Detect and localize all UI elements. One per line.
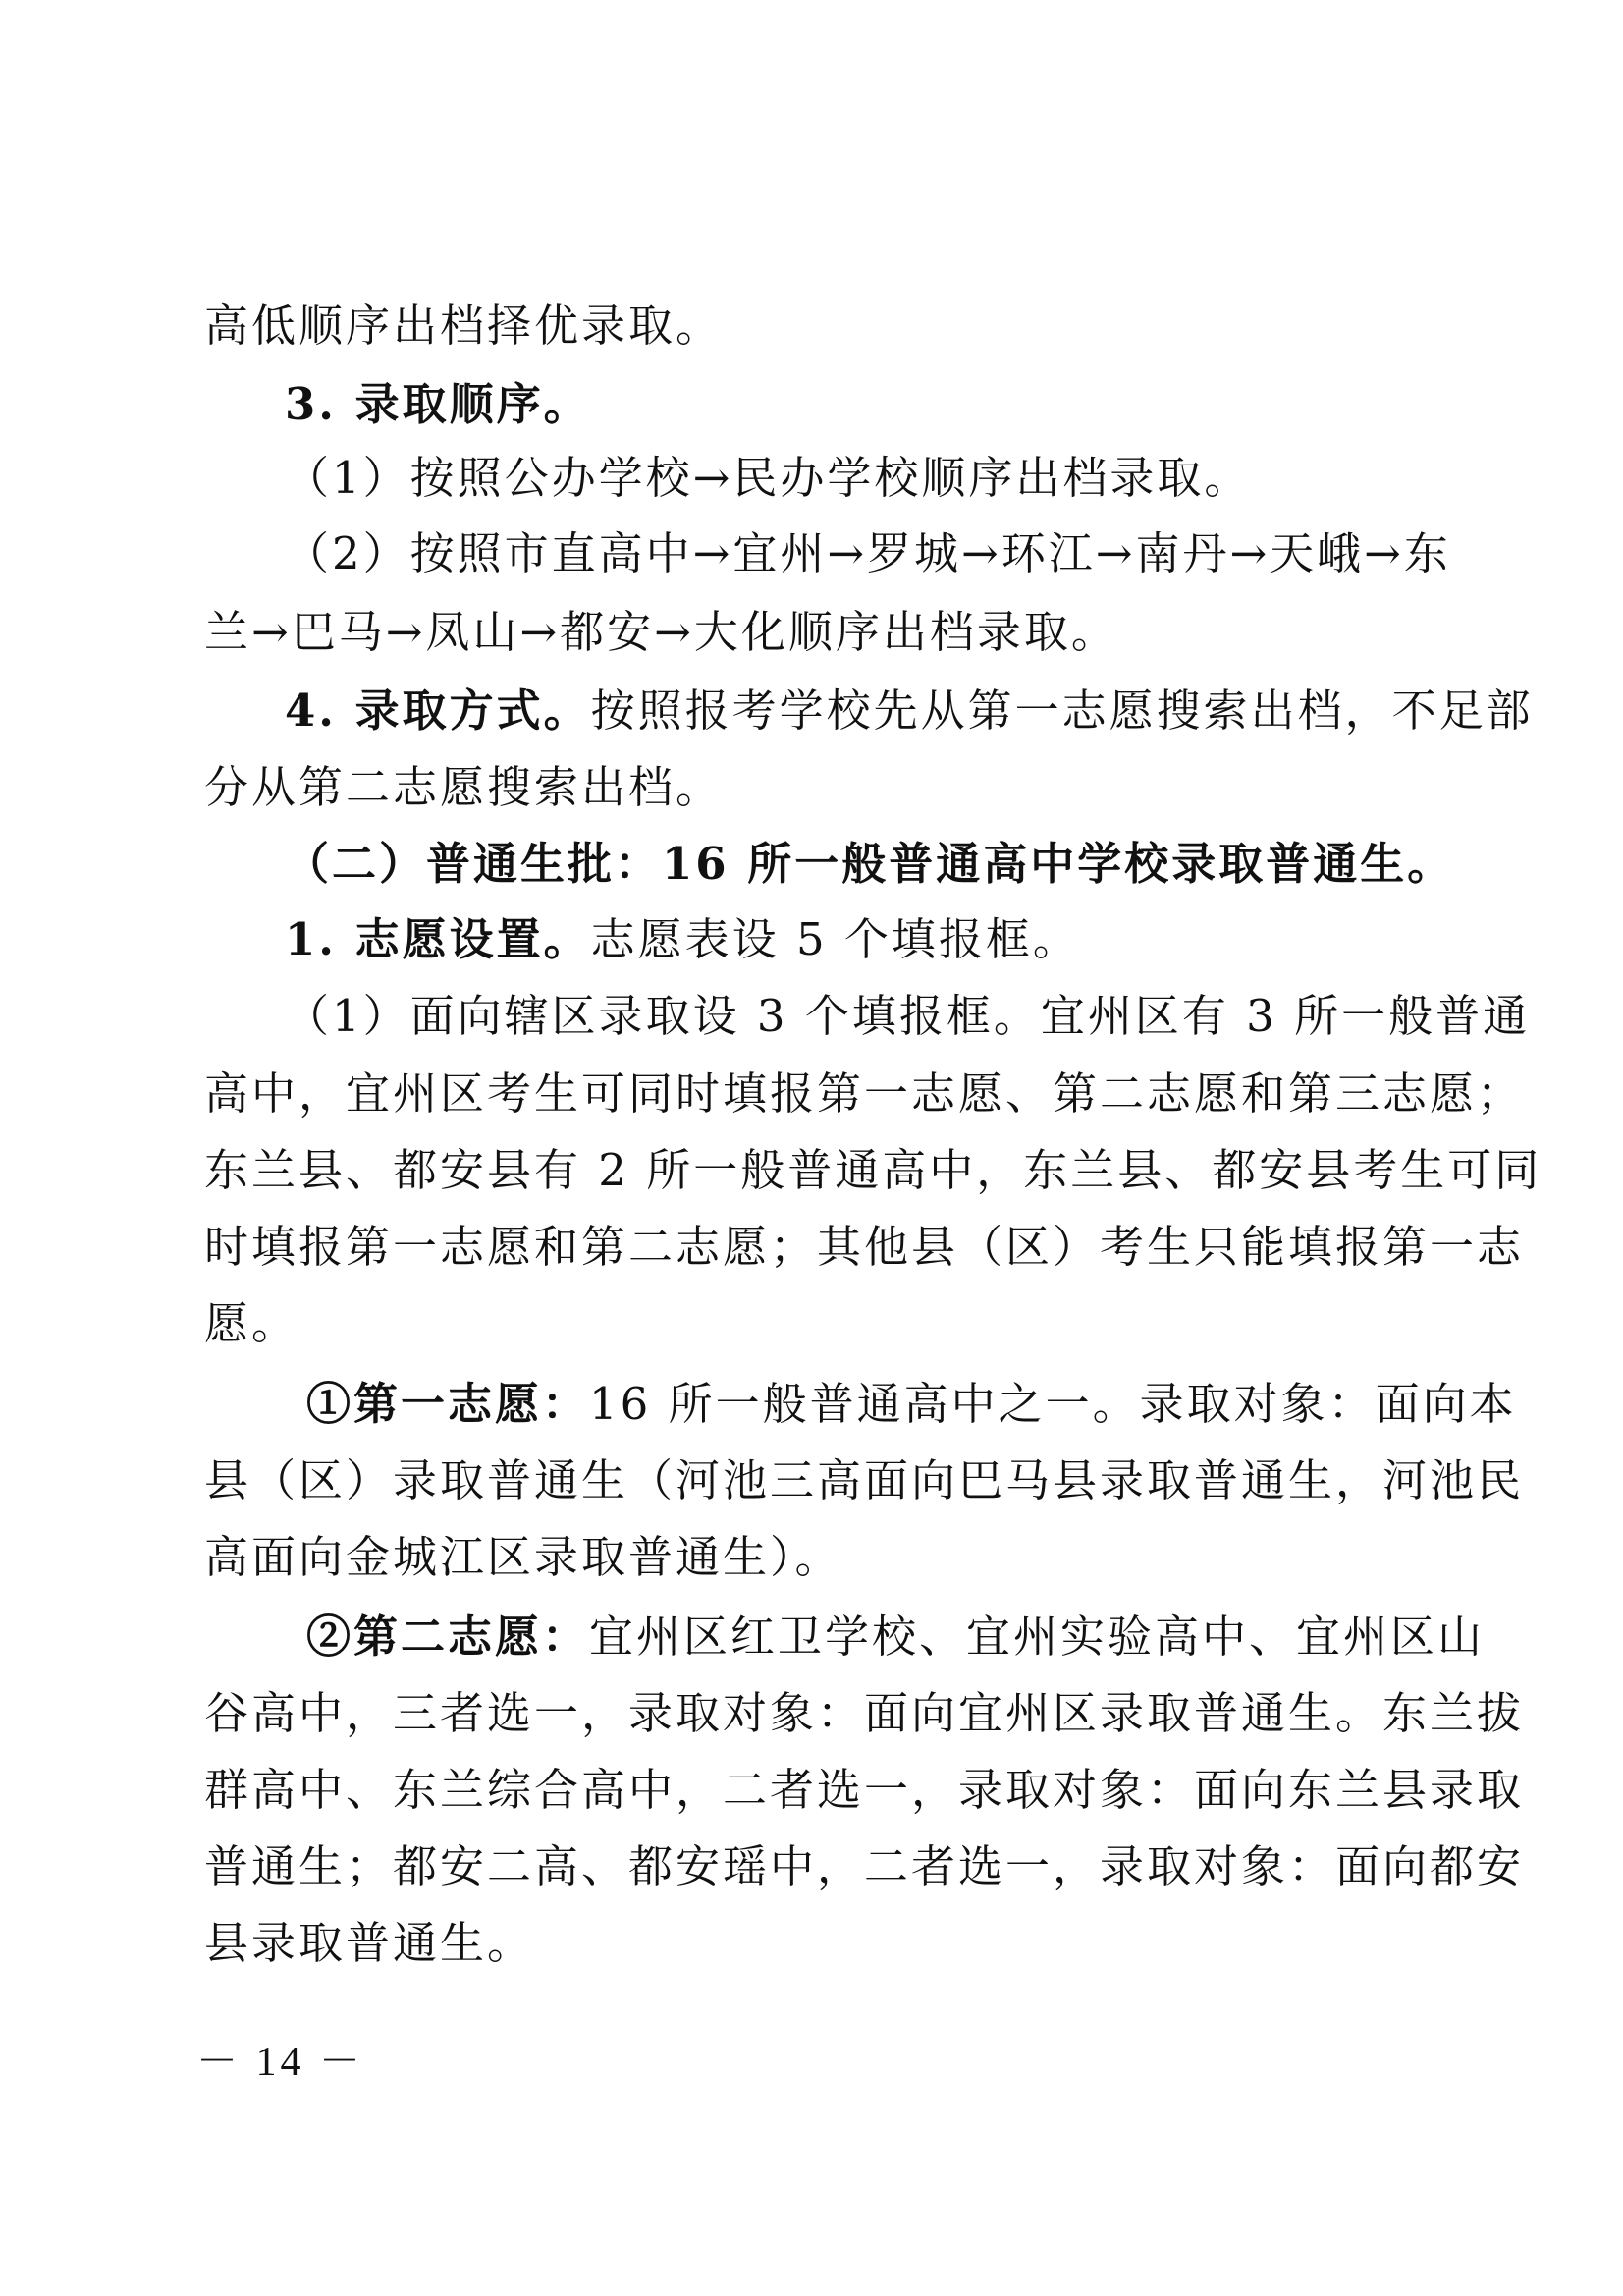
paragraph-line: （1）面向辖区录取设 3 个填报框。宜州区有 3 所一般普通 <box>285 990 1531 1042</box>
paragraph-line: 愿。 <box>204 1297 299 1349</box>
first-preference-label: ①第一志愿： <box>306 1378 590 1430</box>
paragraph-text: 宜州区红卫学校、宜州实验高中、宜州区山 <box>589 1611 1486 1663</box>
paragraph-line <box>306 1373 1517 1436</box>
paragraph-line: （2）按照市直高中→宜州→罗城→环江→南丹→天峨→东 <box>285 527 1451 579</box>
paragraph-line: 县（区）录取普通生（河池三高面向巴马县录取普通生，河池民 <box>204 1454 1525 1506</box>
paragraph-line: 兰→巴马→凤山→都安→大化顺序出档录取。 <box>204 606 1118 658</box>
paragraph-text: 志愿表设 5 个填报框。 <box>590 913 1080 965</box>
paragraph-line <box>285 680 1534 742</box>
section-heading-preference-setting: 1. 志愿设置。 <box>285 913 591 965</box>
paragraph-text: 按照报考学校先从第一志愿搜索出档，不足部 <box>590 684 1534 737</box>
paragraph-line <box>306 1606 1486 1668</box>
paragraph-line <box>285 908 1502 971</box>
second-preference-label: ②第二志愿： <box>306 1611 590 1663</box>
paragraph-line: 高中，宜州区考生可同时填报第一志愿、第二志愿和第三志愿； <box>204 1067 1525 1120</box>
section-heading-admission-method: 4. 录取方式。 <box>285 684 591 737</box>
section-heading-general-batch: （二）普通生批：16 所一般普通高中学校录取普通生。 <box>285 838 1455 890</box>
paragraph-text: 16 所一般普通高中之一。录取对象：面向本 <box>589 1378 1517 1430</box>
paragraph-line: 时填报第一志愿和第二志愿；其他县（区）考生只能填报第一志 <box>204 1221 1525 1273</box>
paragraph-line: 高面向金城江区录取普通生）。 <box>204 1531 842 1583</box>
paragraph-line: 普通生；都安二高、都安瑶中，二者选一，录取对象：面向都安 <box>204 1840 1525 1892</box>
paragraph-line: 高低顺序出档择优录取。 <box>204 300 724 352</box>
paragraph-line: 谷高中，三者选一，录取对象：面向宜州区录取普通生。东兰拔 <box>204 1687 1525 1739</box>
paragraph-line: 分从第二志愿搜索出档。 <box>204 761 724 813</box>
section-heading-admission-order: 3. 录取顺序。 <box>285 378 591 430</box>
paragraph-line: 县录取普通生。 <box>204 1917 535 1969</box>
paragraph-line: （1）按照公办学校→民办学校顺序出档录取。 <box>285 452 1252 504</box>
page-number: － 14 － <box>196 2040 365 2085</box>
paragraph-line: 东兰县、都安县有 2 所一般普通高中，东兰县、都安县考生可同 <box>204 1144 1542 1196</box>
paragraph-line: 群高中、东兰综合高中，二者选一，录取对象：面向东兰县录取 <box>204 1764 1525 1816</box>
